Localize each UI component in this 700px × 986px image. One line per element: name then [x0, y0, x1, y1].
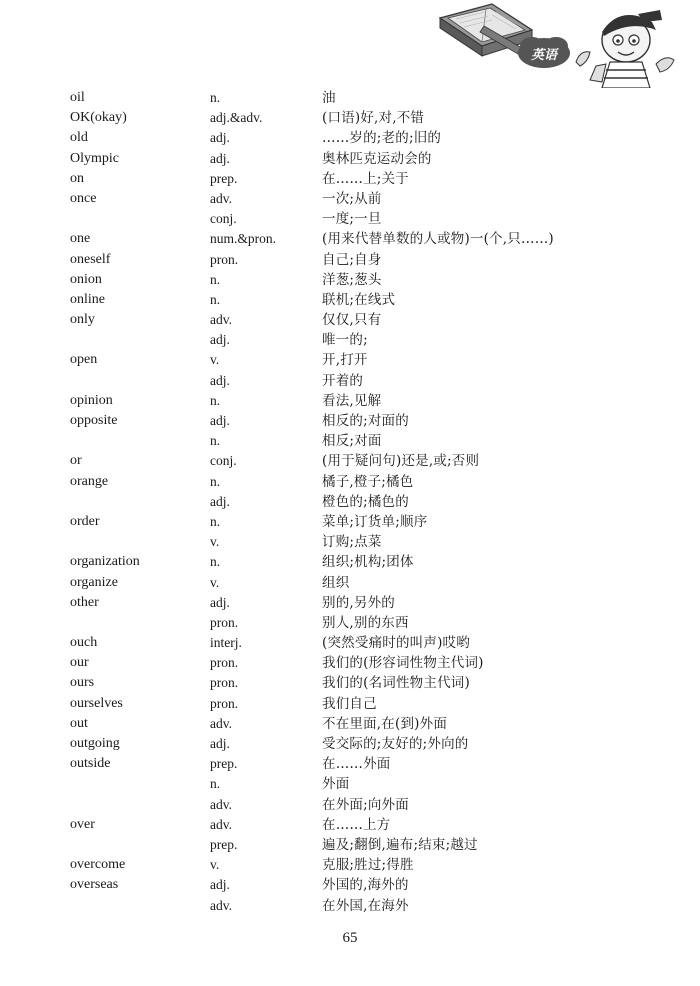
entry-part-of-speech: v.: [210, 534, 220, 550]
entry-word: other: [70, 594, 99, 610]
list-item: [70, 350, 630, 370]
entry-meaning: 别的,另外的: [322, 594, 395, 611]
list-item: [70, 875, 630, 895]
list-item: [70, 270, 630, 290]
entry-word: once: [70, 190, 97, 206]
entry-word: opposite: [70, 413, 118, 428]
entry-part-of-speech: prep.: [210, 170, 238, 186]
entry-meaning: 我们的(名词性物主代词): [322, 675, 470, 692]
entry-word: on: [70, 170, 84, 186]
list-item: [70, 835, 630, 855]
entry-meaning: 自己;自身: [322, 251, 382, 268]
entry-part-of-speech: adj.: [210, 372, 230, 388]
entry-meaning: 油: [322, 90, 336, 106]
entry-meaning: 唯一的;: [322, 332, 368, 349]
entry-part-of-speech: adj.: [210, 493, 230, 509]
entry-part-of-speech: pron.: [210, 614, 239, 630]
entry-meaning: 一次;从前: [322, 190, 382, 207]
entry-part-of-speech: n.: [210, 473, 221, 489]
list-item: [70, 815, 630, 835]
entry-word: oil: [70, 90, 85, 105]
entry-word: our: [70, 655, 89, 671]
subject-badge: 英语: [530, 47, 557, 63]
entry-meaning: (用来代替单数的人或物)一(个,只……): [322, 231, 554, 248]
entry-meaning: 橘子,橙子;橘色: [322, 473, 414, 490]
entry-meaning: 克服;胜过;得胜: [322, 857, 414, 874]
entry-meaning: 在外国,在海外: [322, 897, 409, 914]
list-item: [70, 714, 630, 734]
list-item: [70, 149, 630, 169]
entry-meaning: 别人,别的东西: [322, 614, 409, 631]
entry-meaning: 开着的: [322, 372, 364, 389]
list-item: [70, 754, 630, 774]
entry-part-of-speech: adj.: [210, 736, 230, 751]
list-item: [70, 896, 630, 916]
list-item: [70, 855, 630, 875]
entry-meaning: 开,打开: [322, 352, 368, 369]
list-item: [70, 189, 630, 209]
list-item: [70, 88, 630, 108]
list-item: [70, 694, 630, 714]
list-item: [70, 391, 630, 411]
entry-part-of-speech: adj.: [210, 594, 230, 610]
entry-meaning: (突然受痛时的叫声)哎哟: [322, 635, 470, 652]
entry-meaning: 外国的,海外的: [322, 877, 409, 894]
entry-word: ourselves: [70, 695, 123, 711]
entry-meaning: 组织;机构;团体: [322, 554, 414, 571]
entry-part-of-speech: adv.: [210, 816, 232, 832]
entry-part-of-speech: adj.&adv.: [210, 110, 263, 126]
entry-word: out: [70, 715, 88, 731]
list-item: [70, 250, 630, 270]
list-item: [70, 492, 630, 512]
list-item: [70, 169, 630, 189]
entry-part-of-speech: n.: [210, 291, 221, 307]
entry-meaning: 不在里面,在(到)外面: [322, 715, 448, 732]
entry-meaning: 在外面;向外面: [322, 796, 409, 813]
list-item: [70, 532, 630, 552]
list-item: [70, 209, 630, 229]
entry-part-of-speech: n.: [210, 271, 221, 287]
entry-meaning: (口语)好,对,不错: [322, 110, 425, 127]
entry-part-of-speech: adv.: [210, 897, 232, 913]
entry-meaning: 在……外面: [322, 756, 391, 773]
entry-part-of-speech: adj.: [210, 150, 230, 166]
entry-word: online: [70, 291, 105, 307]
list-item: [70, 774, 630, 794]
entry-part-of-speech: n.: [210, 554, 221, 570]
entry-word: OK(okay): [70, 110, 127, 126]
entry-meaning: 我们的(形容词性物主代词): [322, 655, 484, 672]
entry-part-of-speech: conj.: [210, 211, 237, 227]
list-item: [70, 411, 630, 431]
entry-meaning: 仅仅,只有: [322, 312, 382, 329]
entry-part-of-speech: prep.: [210, 836, 238, 852]
list-item: [70, 108, 630, 128]
entry-part-of-speech: adv.: [210, 190, 232, 206]
entry-meaning: 看法,见解: [322, 392, 382, 409]
entry-part-of-speech: adj.: [210, 877, 230, 893]
entry-part-of-speech: num.&pron.: [210, 231, 276, 247]
entry-meaning: 遍及;翻倒,遍布;结束;越过: [322, 836, 478, 853]
entry-meaning: 组织: [322, 574, 350, 591]
entry-meaning: 外面: [322, 776, 350, 793]
entry-meaning: 受交际的;友好的;外向的: [322, 736, 469, 752]
entry-word: opinion: [70, 392, 113, 408]
list-item: [70, 613, 630, 633]
list-item: [70, 633, 630, 653]
entry-part-of-speech: n.: [210, 513, 221, 529]
list-item: [70, 330, 630, 350]
entry-word: ouch: [70, 635, 98, 651]
list-item: [70, 431, 630, 451]
entry-part-of-speech: adj.: [210, 130, 230, 146]
entry-word: or: [70, 453, 82, 469]
page-number: 65: [342, 930, 358, 946]
entry-part-of-speech: adv.: [210, 796, 232, 812]
entry-part-of-speech: v.: [210, 352, 220, 368]
entry-word: Olympic: [70, 150, 119, 166]
cartoon-student-icon: [576, 10, 674, 88]
entry-word: ours: [70, 675, 95, 691]
entry-word: organize: [70, 574, 118, 590]
entry-meaning: 在……上方: [322, 816, 391, 833]
list-item: [70, 795, 630, 815]
entry-word: one: [70, 231, 91, 247]
entry-part-of-speech: pron.: [210, 251, 239, 267]
entry-meaning: 相反;对面: [322, 433, 382, 450]
list-item: [70, 653, 630, 673]
entry-word: organization: [70, 554, 140, 570]
list-item: [70, 552, 630, 572]
entry-part-of-speech: pron.: [210, 695, 239, 711]
entry-part-of-speech: n.: [210, 776, 221, 792]
entry-word: oneself: [70, 251, 111, 267]
list-item: [70, 451, 630, 471]
list-item: [70, 734, 630, 754]
entry-word: open: [70, 352, 98, 368]
entry-word: only: [70, 312, 95, 328]
entry-part-of-speech: conj.: [210, 453, 237, 469]
list-item: [70, 673, 630, 693]
entry-meaning: 奥林匹克运动会的: [322, 150, 432, 167]
list-item: [70, 573, 630, 593]
entry-meaning: 订购;点菜: [322, 534, 382, 551]
entry-meaning: 相反的;对面的: [322, 413, 409, 429]
entry-meaning: ……岁的;老的;旧的: [322, 130, 442, 147]
entry-word: onion: [70, 271, 102, 287]
entry-part-of-speech: pron.: [210, 675, 239, 691]
entry-word: old: [70, 130, 88, 146]
entry-part-of-speech: adj.: [210, 413, 230, 428]
list-item: [70, 371, 630, 391]
entry-word: orange: [70, 473, 109, 489]
entry-meaning: 我们自己: [322, 695, 377, 712]
entry-meaning: (用于疑问句)还是,或;否则: [322, 453, 480, 470]
entry-meaning: 联机;在线式: [322, 291, 396, 308]
entry-word: outside: [70, 756, 111, 772]
entry-part-of-speech: pron.: [210, 655, 239, 671]
list-item: [70, 310, 630, 330]
entry-part-of-speech: v.: [210, 574, 220, 590]
entry-meaning: 一度;一旦: [322, 211, 382, 228]
entry-part-of-speech: n.: [210, 90, 221, 105]
entry-part-of-speech: n.: [210, 392, 221, 408]
list-item: [70, 290, 630, 310]
entry-part-of-speech: v.: [210, 857, 220, 873]
entry-part-of-speech: prep.: [210, 756, 238, 772]
entry-word: overcome: [70, 857, 126, 873]
entry-meaning: 菜单;订货单;顺序: [322, 513, 428, 530]
entry-part-of-speech: adj.: [210, 332, 230, 348]
header-illustration: [430, 0, 700, 88]
list-item: [70, 229, 630, 249]
entry-meaning: 橙色的;橘色的: [322, 493, 409, 510]
list-item: [70, 472, 630, 492]
entry-word: order: [70, 513, 100, 529]
entry-part-of-speech: n.: [210, 433, 221, 449]
list-item: [70, 128, 630, 148]
entry-word: overseas: [70, 877, 119, 893]
entry-part-of-speech: adv.: [210, 312, 232, 328]
entry-word: outgoing: [70, 736, 120, 751]
entry-part-of-speech: interj.: [210, 635, 242, 651]
list-item: [70, 593, 630, 613]
list-item: [70, 512, 630, 532]
entry-word: over: [70, 816, 95, 832]
entry-meaning: 在……上;关于: [322, 170, 409, 187]
entry-meaning: 洋葱;葱头: [322, 271, 382, 288]
vocabulary-list: [70, 88, 630, 916]
entry-part-of-speech: adv.: [210, 715, 232, 731]
